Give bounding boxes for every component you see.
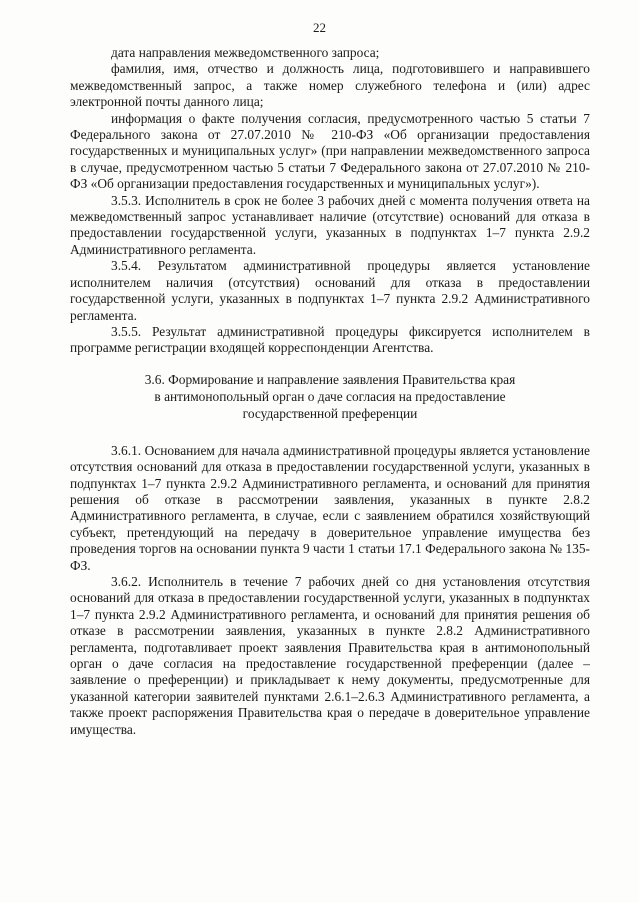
paragraph-consent-info: информация о факте получения согласия, предусмотренного частью 5 статьи 7 Федерального закона от 27.07.2010 № 210-ФЗ «Об организации предоставления государственных и муниципальных услуг» (при направлении межведомственного запроса в случае, предусмотренном частью 5 статьи 7 Федерального закона от 27.07.2010 № 210-ФЗ «Об организации предоставления государственных и муниципальных услуг»).	[70, 110, 590, 192]
heading-line: 3.6. Формирование и направление заявления Правительства края	[144, 371, 516, 387]
paragraph-requester-info: фамилия, имя, отчество и должность лица, подготовившего и направившего межведомственный запрос, а также номер служебного телефона и (или) адрес электронной почты данного лица;	[70, 61, 590, 110]
paragraph-3-6-2: 3.6.2. Исполнитель в течение 7 рабочих дней со дня установления отсутствия оснований для отказа в предоставлении государственной услуги, указанных в подпунктах 1–7 пункта 2.9.2 Административного регламента, и оснований для принятия решения об отказе в рассмотрении заявления, указанных в пункте 2.8.2 Административного регламента, подготавливает проект заявления Правительства края в антимонопольный орган о даче согласия на предоставление государственной преференции (далее – заявление о преференции) и прикладывает к нему документы, предусмотренные для указанной категории заявителей пунктами 2.6.1–2.6.3 Административного регламента, а также проект распоряжения Правительства края о передаче в доверительное управление имущества.	[70, 573, 590, 737]
heading-line: государственной преференции	[242, 405, 418, 421]
paragraph-3-5-3: 3.5.3. Исполнитель в срок не более 3 рабочих дней с момента получения ответа на межведомственный запрос устанавливает наличие (отсутствие) оснований для отказа в предоставлении государственной услуги, указанных в подпунктах 1–7 пункта 2.9.2 Административного регламента.	[70, 192, 590, 257]
section-heading-3-6	[70, 371, 590, 422]
document-body	[70, 45, 590, 738]
paragraph-3-6-1: 3.6.1. Основанием для начала административной процедуры является установление отсутствия оснований для отказа в предоставлении государственной услуги, указанных в подпунктах 1–7 пункта 2.9.2 Административного регламента, и оснований для принятия решения об отказе в рассмотрении заявления, указанных в пункте 2.8.2 Административного регламента, в случае, если с заявлением обратился хозяйствующий субъект, претендующий на передачу в доверительное управление имущества без проведения торгов на основании пункта 9 части 1 статьи 17.1 Федерального закона № 135-ФЗ.	[70, 442, 590, 573]
page-number: 22	[313, 20, 326, 35]
paragraph-3-5-4: 3.5.4. Результатом административной процедуры является установление исполнителем наличия (отсутствия) оснований для отказа в предоставлении государственной услуги, указанных в подпунктах 1–7 пункта 2.9.2 Административного регламента.	[70, 258, 590, 323]
paragraph-3-5-5: 3.5.5. Результат административной процедуры фиксируется исполнителем в программе регистрации входящей корреспонденции Агентства.	[70, 323, 590, 356]
paragraph-request-date: дата направления межведомственного запроса;	[111, 45, 380, 60]
heading-line: в антимонопольный орган о даче согласия на предоставление	[154, 388, 506, 404]
